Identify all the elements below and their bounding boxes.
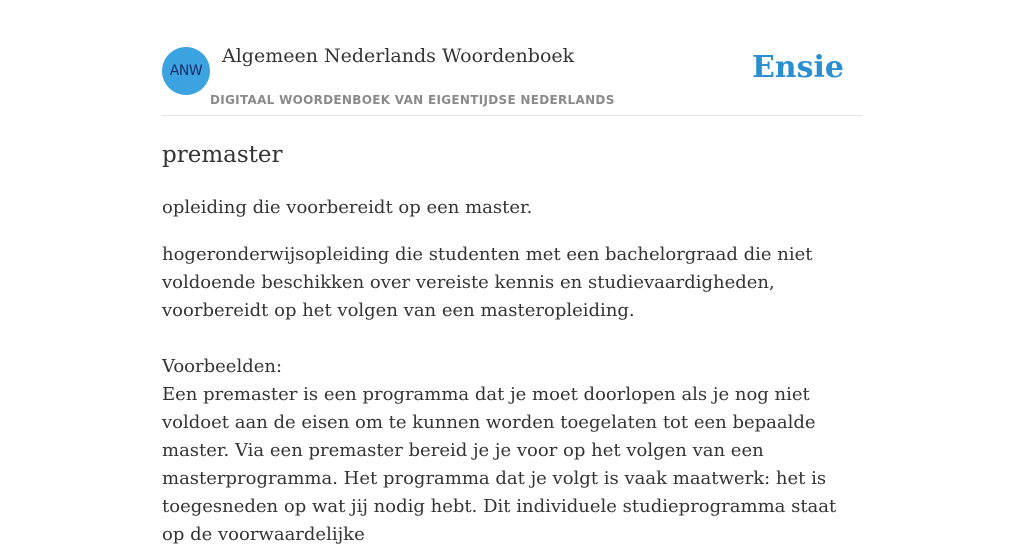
examples-label: Voorbeelden: (162, 356, 283, 377)
site-subtitle: DIGITAAL WOORDENBOEK VAN EIGENTIJDSE NEDERLANDS (210, 93, 615, 107)
entry-content (162, 140, 862, 549)
short-definition: opleiding die voorbereidt op een master. (162, 197, 533, 218)
example-text: Een premaster is een programma dat je moet doorlopen als je nog niet voldoet aan de eisen om te kunnen worden toegelaten tot een bepaalde master. Via een premaster bereid je je voor op het volgen van een masterprogramma. Het programma dat je volgt is vaak maatwerk: het is toegesneden op wat jij nodig hebt. Dit individuele studieprogramma staat op de voorwaardelijke (162, 384, 837, 545)
long-definition: hogeronderwijsopleiding die studenten met een bachelorgraad die niet voldoende beschikken over vereiste kennis en studievaardigheden, voorbereidt op het volgen van een masteropleiding. (162, 244, 813, 321)
site-title[interactable]: Algemeen Nederlands Woordenboek (222, 45, 575, 67)
entry-headword: premaster (162, 142, 283, 168)
header (162, 0, 862, 116)
main-container (162, 0, 862, 549)
ensie-brand-logo[interactable]: Ensie (751, 50, 844, 85)
anw-logo[interactable]: ANW (162, 47, 210, 95)
